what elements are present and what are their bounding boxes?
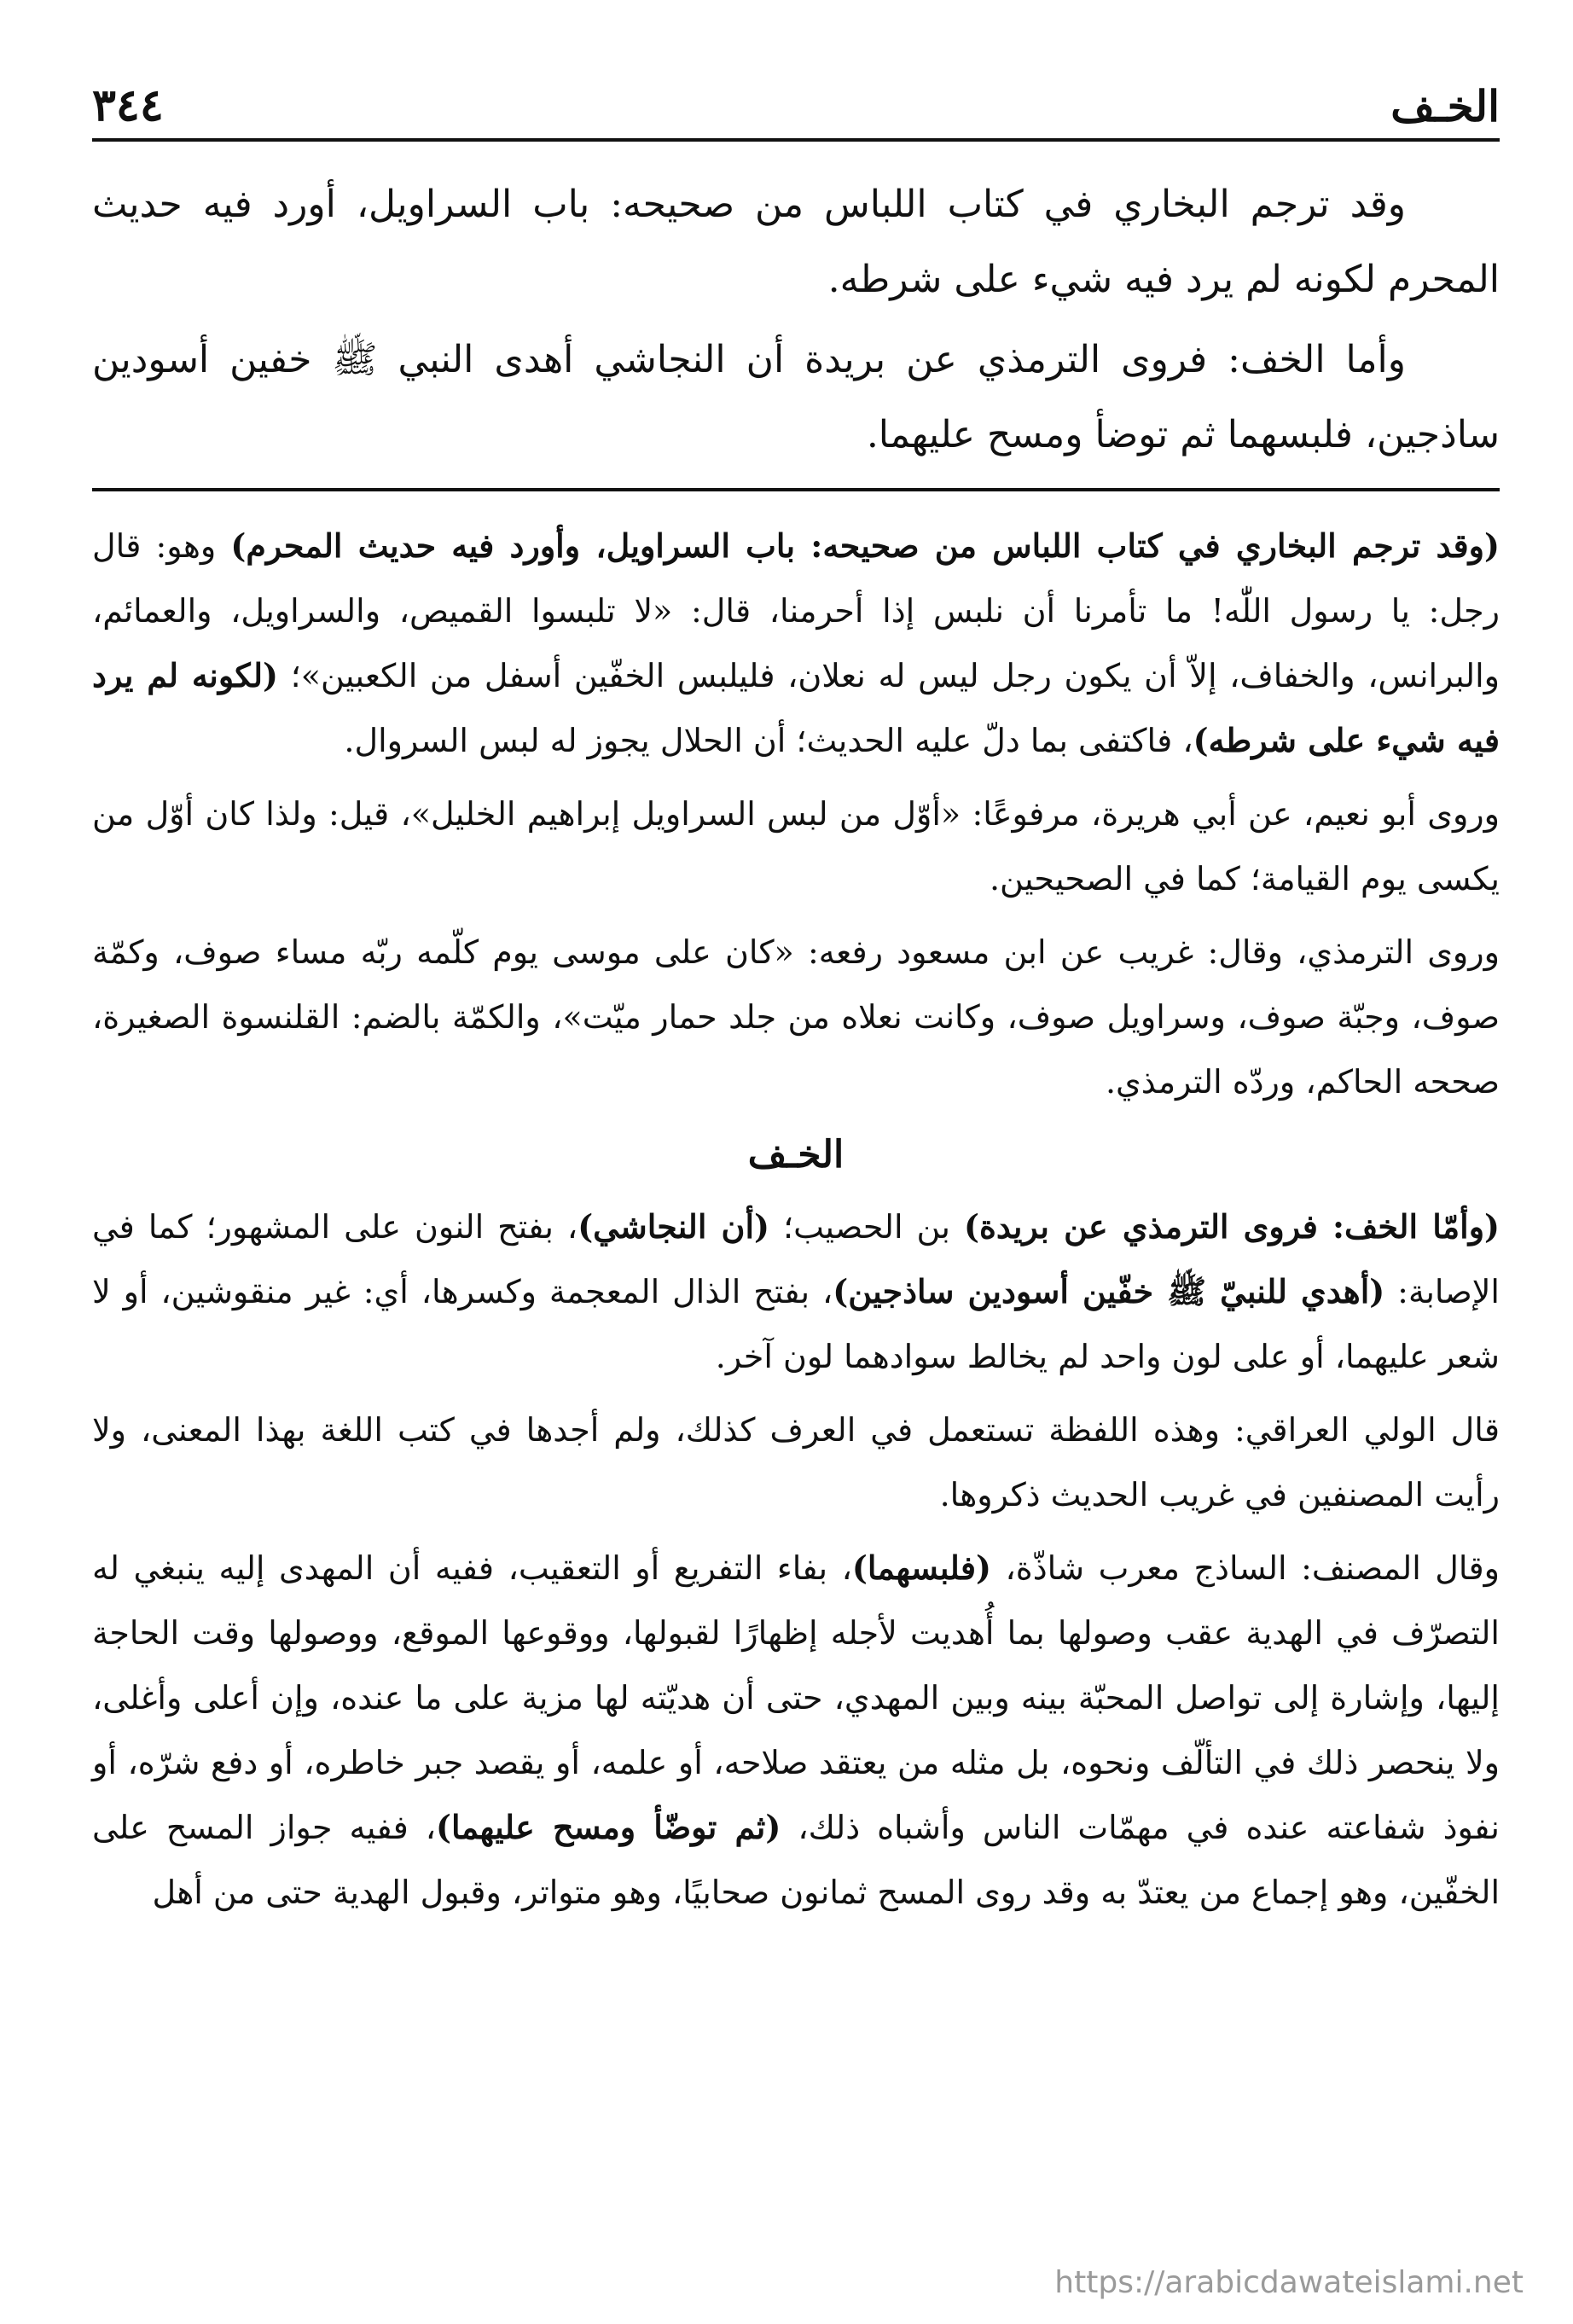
commentary-paragraph: وروى أبو نعيم، عن أبي هريرة، مرفوعًا: «أوّل من لبس السراويل إبراهيم الخليل»، قيل: ولذا كان أوّل من يكسى يوم القيامة؛ كما في الصحيحين. <box>92 795 1500 898</box>
commentary-paragraph <box>92 1194 1500 1389</box>
commentary-text: ، بفاء التفريع أو التعقيب، ففيه أن المهدى إليه ينبغي له التصرّف في الهدية عقب وصولها بما أُهديت لأجله إظهارًا لقبولها، ووقوعها الموقع، ووصولها وقت الحاجة إليها، وإشارة إلى تواصل المحبّة بينه وبين المهدي، حتى أن هديّته لها مزية على ما عنده، وإن أعلى وأغلى، ولا ينحصر ذلك في التألّف ونحوه، بل مثله من يعتقد صلاحه، أو علمه، أو يقصد جبر خاطره، أو دفع شرّه، أو نفوذ شفاعته عنده في مهمّات الناس وأشباه ذلك، <box>92 1549 1500 1846</box>
running-title: الخـف <box>1390 81 1500 131</box>
main-text <box>92 167 1500 473</box>
commentary-paragraph: وروى الترمذي، وقال: غريب عن ابن مسعود رفعه: «كان على موسى يوم كلّمه ربّه مساء صوف، وكمّة صوف، وجبّة صوف، وسراويل صوف، وكانت نعلاه من جلد حمار ميّت»، والكمّة بالضم: القلنسوة الصغيرة، صححه الحاكم، وردّه الترمذي. <box>92 933 1500 1101</box>
quoted-text: (ثم توضّأ ومسح عليهما) <box>436 1808 781 1846</box>
quoted-text: (وقد ترجم البخاري في كتاب اللباس من صحيحه: باب السراويل، وأورد فيه حديث المحرم) <box>230 526 1500 565</box>
commentary-text: وقال المصنف: الساذج معرب شاذّة، <box>991 1549 1500 1587</box>
watermark-url: https://arabicdawateislami.net <box>1054 2265 1524 2300</box>
divider-line <box>92 488 1500 491</box>
page-header <box>92 77 1500 142</box>
commentary-text: ، فاكتفى بما دلّ عليه الحديث؛ أن الحلال يجوز له لبس السروال. <box>344 722 1193 759</box>
quoted-text: (أن النجاشي) <box>578 1207 770 1246</box>
commentary-paragraph <box>92 514 1500 773</box>
book-page <box>92 77 1500 1933</box>
commentary-text: ، بفتح النون على المشهور؛ كما في الإصابة: <box>92 1208 1500 1310</box>
main-paragraph: وأما الخف: فروى الترمذي عن بريدة أن النجاشي أهدى النبي ﷺ خفين أسودين ساذجين، فلبسهما ثم توضأ ومسح عليهما. <box>92 338 1500 456</box>
commentary <box>92 514 1500 1925</box>
page-number: ٣٤٤ <box>92 79 164 131</box>
quoted-text: (أهدي للنبيّ ﷺ خفّين أسودين ساذجين) <box>833 1272 1385 1310</box>
quoted-text: (وأمّا الخف: فروى الترمذي عن بريدة) <box>964 1207 1500 1246</box>
commentary-text: ، ففيه جواز المسح على الخفّين، وهو إجماع من يعتدّ به وقد روى المسح ثمانون صحابيًا، وهو متواتر، وقبول الهدية حتى من أهل <box>92 1809 1500 1911</box>
quoted-text: (فلبسهما) <box>851 1548 992 1587</box>
commentary-text: ، بفتح الذال المعجمة وكسرها، أي: غير منقوشين، أو لا شعر عليهما، أو على لون واحد لم يخالط سوادهما لون آخر. <box>92 1273 1500 1375</box>
commentary-text: وهو: قال رجل: يا رسول اللّٰه! ما تأمرنا أن نلبس إذا أحرمنا، قال: «لا تلبسوا القميص، والسراويل، والعمائم، والبرانس، والخفاف، إلاّ أن يكون رجل ليس له نعلان، فليلبس الخفّين أسفل من الكعبين»؛ <box>92 527 1500 694</box>
commentary-paragraph: قال الولي العراقي: وهذه اللفظة تستعمل في العرف كذلك، ولم أجدها في كتب اللغة بهذا المعنى، ولا رأيت المصنفين في غريب الحديث ذكروها. <box>92 1411 1500 1514</box>
commentary-paragraph <box>92 1536 1500 1925</box>
commentary-text: بن الحصيب؛ <box>769 1208 965 1246</box>
section-heading: الخـف <box>747 1133 845 1177</box>
main-paragraph: وقد ترجم البخاري في كتاب اللباس من صحيحه: باب السراويل، أورد فيه حديث المحرم لكونه لم يرد فيه شيء على شرطه. <box>92 183 1500 301</box>
quoted-text: (لكونه لم يرد فيه شيء على شرطه) <box>92 656 1500 759</box>
